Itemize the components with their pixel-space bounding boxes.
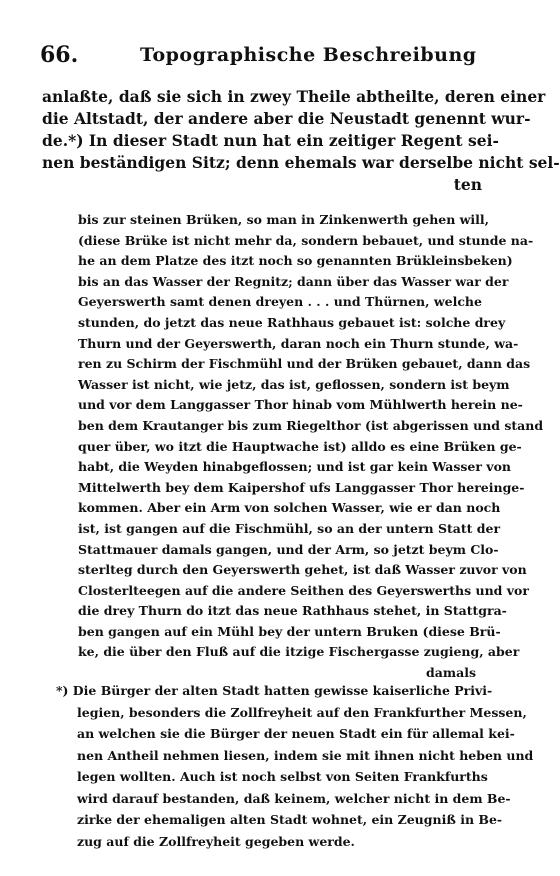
quote-line: ist, ist gangen auf die Fischmühl, so an der untern Statt der [78, 520, 501, 536]
quote-line: ben gangen auf ein Mühl bey der untern Bruken (diese Brü- [78, 623, 501, 639]
quote-line: (diese Brüke ist nicht mehr da, sondern bebauet, und stunde na- [78, 232, 534, 248]
quote-line: Wasser ist nicht, wie jetz, das ist, geflossen, sondern ist beym [78, 376, 510, 392]
quote-line: und vor dem Langgasser Thor hinab vom Mühlwerth herein ne- [78, 397, 523, 413]
quote-line: Closterlteegen auf die andere Seithen des Geyerswerths und vor [78, 582, 529, 598]
quote-line: ben dem Krautanger bis zum Riegelthor (ist abgerissen und stand [78, 417, 544, 433]
footnote [56, 680, 534, 852]
quoted-passage [78, 210, 544, 684]
quote-line: Stattmauer damals gangen, und der Arm, so jetzt beym Clo- [78, 541, 499, 557]
footnote-line: legen wollten. Auch ist noch selbst von Seiten Frankfurths [77, 769, 488, 784]
quote-line: ren zu Schirm der Fischmühl und der Brüken gebauet, dann das [78, 356, 531, 372]
running-title: Topographische Beschreibung [140, 44, 477, 66]
body-text [42, 86, 560, 196]
quote-line: die drey Thurn do itzt das neue Rathhaus stehet, in Stattgra- [78, 603, 507, 619]
quote-line: Thurn und der Geyerswerth, daran noch ein Thurn stunde, wa- [78, 335, 519, 351]
body-line: de.*) In dieser Stadt nun hat ein zeitiger Regent sei- [42, 131, 499, 150]
quote-line: stunden, do jetzt das neue Rathhaus gebauet ist: solche drey [78, 314, 506, 330]
body-line: nen beständigen Sitz; denn ehemals war derselbe nicht sel- [42, 153, 560, 172]
footnote-line: *) Die Bürger der alten Stadt hatten gewisse kaiserliche Privi- [56, 683, 493, 698]
body-line: die Altstadt, der andere aber die Neustadt genennt wur- [42, 109, 531, 128]
footnote-line: zug auf die Zollfreyheit gegeben werde. [77, 833, 355, 849]
quote-line: quer über, wo itzt die Hauptwache ist) alldo es eine Brüken ge- [78, 438, 522, 454]
quote-line: habt, die Weyden hinabgeflossen; und ist gar kein Wasser von [78, 459, 511, 475]
footnote-line: legien, besonders die Zollfreyheit auf den Frankfurther Messen, [77, 704, 527, 720]
quote-line: he an dem Platze des itzt noch so genannten Brükleinsbeken) [78, 253, 513, 269]
footnote-line: nen Antheil nehmen liesen, indem sie mit ihnen nicht heben und [77, 747, 534, 763]
quote-line: ke, die über den Fluß auf die itzige Fischergasse zugieng, aber [78, 644, 520, 660]
footnote-line: wird darauf bestanden, daß keinem, welcher nicht in dem Be- [77, 790, 511, 806]
catchword: ten [453, 175, 482, 194]
quote-catchword: damals [426, 665, 476, 681]
footnote-line: an welchen sie die Bürger der neuen Stadt ein für allemal kei- [77, 726, 515, 741]
page-header [40, 42, 480, 68]
quote-line: bis an das Wasser der Regnitz; dann über das Wasser war der [78, 273, 509, 289]
quote-line: bis zur steinen Brüken, so man in Zinkenwerth gehen will, [78, 212, 490, 227]
page-number: 66. [40, 42, 79, 68]
quote-line: sterlteg durch den Geyerswerth gehet, ist daß Wasser zuvor von [78, 562, 527, 578]
quote-line: Mittelwerth bey dem Kaipershof ufs Langgasser Thor hereinge- [78, 479, 525, 495]
quote-line: kommen. Aber ein Arm von solchen Wasser, wie er dan noch [78, 500, 501, 516]
footnote-line: zirke der ehemaligen alten Stadt wohnet, ein Zeugniß in Be- [77, 812, 503, 827]
quote-line: Geyerswerth samt denen dreyen . . . und Thürnen, welche [78, 294, 482, 310]
body-line: anlaßte, daß sie sich in zwey Theile abtheilte, deren einer [42, 87, 546, 106]
